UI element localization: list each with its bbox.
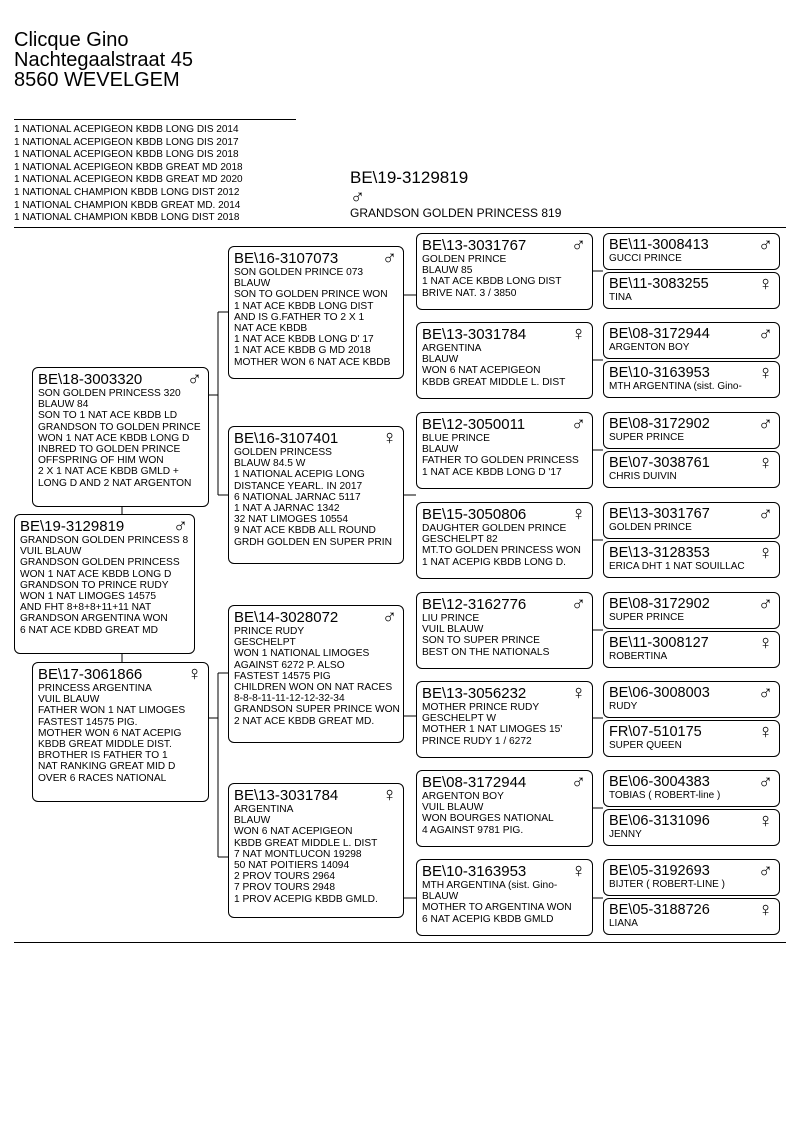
pigeon-detail: GRANDSON ARGENTINA WON xyxy=(20,613,168,625)
male-icon: ♂ xyxy=(758,234,773,256)
ring-number: BE\12-3050011 xyxy=(422,416,526,433)
pigeon-detail: FASTEST 14575 PIG. xyxy=(38,716,138,728)
ring-number: BE\10-3163953 xyxy=(609,365,710,381)
ancestor-card[interactable] xyxy=(603,720,780,757)
ring-number: BE\08-3172902 xyxy=(609,596,710,612)
pigeon-detail: 9 NAT ACE KBDB ALL ROUND xyxy=(234,525,376,537)
ring-number: BE\13-3031767 xyxy=(609,506,710,522)
ancestor-card[interactable] xyxy=(603,898,780,935)
pigeon-detail: AND IS G.FATHER TO 2 X 1 xyxy=(234,311,365,323)
main-pigeon-card[interactable] xyxy=(14,514,195,654)
pigeon-detail: AND FHT 8+8+8+11+11 NAT xyxy=(20,602,152,614)
great-grandparent-card[interactable] xyxy=(416,412,593,489)
ring-number: BE\06-3004383 xyxy=(609,774,710,790)
male-icon: ♂ xyxy=(350,186,365,208)
female-icon: ♀ xyxy=(571,860,586,882)
sire-sire-card[interactable] xyxy=(228,246,404,379)
ancestor-card[interactable] xyxy=(603,809,780,846)
pigeon-detail: 1 NATIONAL ACEPIG LONG xyxy=(234,469,365,481)
ancestor-card[interactable] xyxy=(603,859,780,896)
achievement-item: 1 NATIONAL ACEPIGEON KBDB LONG DIS 2017 xyxy=(14,136,239,148)
ancestor-card[interactable] xyxy=(603,770,780,807)
achievement-item: 1 NATIONAL ACEPIGEON KBDB GREAT MD 2020 xyxy=(14,174,243,186)
pigeon-detail: GRANDSON SUPER PRINCE WON xyxy=(234,704,400,716)
ring-number: BE\15-3050806 xyxy=(422,506,527,523)
pigeon-detail: NAT ACE KBDB xyxy=(234,323,308,335)
ancestor-card[interactable] xyxy=(603,233,780,270)
pigeon-detail: MOTHER 1 NAT LIMOGES 15' xyxy=(422,724,563,736)
pigeon-detail: PRINCE RUDY 1 / 6272 xyxy=(422,735,532,747)
owner-name: Clicque Gino xyxy=(14,29,129,51)
ring-number: BE\16-3107073 xyxy=(234,250,339,267)
pigeon-detail: MOTHER WON 6 NAT ACEPIG xyxy=(38,727,182,739)
ring-number: BE\16-3107401 xyxy=(234,430,339,447)
pigeon-detail: GRANDSON TO PRINCE RUDY xyxy=(20,579,169,591)
ancestor-card[interactable] xyxy=(603,451,780,488)
pigeon-detail: BLAUW xyxy=(234,815,271,827)
sire-card[interactable] xyxy=(32,367,209,507)
female-icon: ♀ xyxy=(758,273,773,295)
pigeon-detail: SON TO GOLDEN PRINCE WON xyxy=(234,289,388,301)
male-icon: ♂ xyxy=(758,771,773,793)
pigeon-detail: GOLDEN PRINCE xyxy=(422,254,507,265)
pigeon-detail: BEST ON THE NATIONALS xyxy=(422,646,550,658)
pigeon-detail: GOLDEN PRINCESS xyxy=(234,447,332,458)
pigeon-detail: VUIL BLAUW xyxy=(422,802,484,814)
owner-street: Nachtegaalstraat 45 xyxy=(14,49,194,71)
male-icon: ♂ xyxy=(571,771,586,793)
pigeon-detail: VUIL BLAUW xyxy=(38,694,100,706)
ring-number: BE\19-3129819 xyxy=(20,518,125,535)
pigeon-detail: LIU PRINCE xyxy=(422,613,480,624)
pigeon-detail: VUIL BLAUW xyxy=(20,546,82,558)
male-icon: ♂ xyxy=(173,515,188,537)
pigeon-name: RUDY xyxy=(609,701,638,712)
dam-dam-card[interactable] xyxy=(228,783,404,918)
pigeon-detail: WON 6 NAT ACEPIGEON xyxy=(234,826,353,838)
pigeon-detail: GESCHELPT xyxy=(234,637,296,649)
ring-number: BE\17-3061866 xyxy=(38,666,143,683)
pigeon-detail: FATHER WON 1 NAT LIMOGES xyxy=(38,705,186,717)
ancestor-card[interactable] xyxy=(603,502,780,539)
pigeon-detail: 7 PROV TOURS 2948 xyxy=(234,882,335,894)
pigeon-name: CHRIS DUIVIN xyxy=(609,471,677,482)
pigeon-detail: OFFSPRING OF HIM WON xyxy=(38,455,164,467)
pigeon-detail: BRIVE NAT. 3 / 3850 xyxy=(422,287,517,299)
great-grandparent-card[interactable] xyxy=(416,681,593,758)
pigeon-detail: GRANDSON GOLDEN PRINCESS 8 xyxy=(20,535,189,546)
pigeon-detail: DAUGHTER GOLDEN PRINCE xyxy=(422,523,567,534)
pigeon-name: MTH ARGENTINA (sist. Gino- xyxy=(609,381,742,392)
ring-number: BE\07-3038761 xyxy=(609,455,710,471)
pigeon-detail: MOTHER WON 6 NAT ACE KBDB xyxy=(234,356,391,368)
achievement-item: 1 NATIONAL ACEPIGEON KBDB LONG DIS 2018 xyxy=(14,149,239,161)
pigeon-detail: OVER 6 RACES NATIONAL xyxy=(38,772,167,784)
male-icon: ♂ xyxy=(382,606,397,628)
ring-number: BE\11-3008127 xyxy=(609,635,709,651)
great-grandparent-card[interactable] xyxy=(416,502,593,579)
pigeon-detail: BLAUW xyxy=(422,354,459,366)
pigeon-detail: GRANDSON GOLDEN PRINCESS xyxy=(20,557,180,569)
ancestor-card[interactable] xyxy=(603,361,780,398)
pigeon-detail: 1 NAT ACE KBDB LONG D '17 xyxy=(422,466,562,478)
female-icon: ♀ xyxy=(758,542,773,564)
male-icon: ♂ xyxy=(187,368,202,390)
pigeon-detail: 2 NAT ACE KBDB GREAT MD. xyxy=(234,715,375,727)
pigeon-detail: 2 PROV TOURS 2964 xyxy=(234,871,335,883)
pigeon-detail: 1 NAT ACE KBDB G MD 2018 xyxy=(234,345,371,357)
ring-number: BE\13-3056232 xyxy=(422,685,527,702)
ring-number: BE\12-3162776 xyxy=(422,596,527,613)
pigeon-detail: 7 NAT MONTLUCON 19298 xyxy=(234,848,362,860)
ancestor-card[interactable] xyxy=(603,412,780,449)
female-icon: ♀ xyxy=(571,682,586,704)
achievement-item: 1 NATIONAL CHAMPION KBDB LONG DIST 2012 xyxy=(14,186,240,198)
ring-number: BE\13-3128353 xyxy=(609,545,710,561)
great-grandparent-card[interactable] xyxy=(416,770,593,847)
pigeon-detail: MT.TO GOLDEN PRINCESS WON xyxy=(422,545,581,557)
pigeon-name: TOBIAS ( ROBERT-line ) xyxy=(609,790,721,801)
pigeon-detail: KBDB GREAT MIDDLE L. DIST xyxy=(234,837,378,849)
pigeon-detail: MOTHER PRINCE RUDY xyxy=(422,702,540,713)
ancestor-card[interactable] xyxy=(603,541,780,578)
dam-sire-card[interactable] xyxy=(228,605,404,743)
pigeon-detail: BLAUW xyxy=(422,891,459,903)
pigeon-name: SUPER PRINCE xyxy=(609,612,685,623)
pigeon-detail: 50 NAT POITIERS 14094 xyxy=(234,860,350,872)
pigeon-detail: PRINCESS ARGENTINA xyxy=(38,683,152,694)
pigeon-detail: 1 NAT ACEPIG KBDB LONG D. xyxy=(422,556,566,568)
female-icon: ♀ xyxy=(382,784,397,806)
ring-number: BE\08-3172902 xyxy=(609,416,710,432)
female-icon: ♀ xyxy=(382,427,397,449)
pigeon-name: GUCCI PRINCE xyxy=(609,253,682,264)
pigeon-detail: 8-8-8-11-11-12-12-32-34 xyxy=(234,693,345,705)
pigeon-detail: PRINCE RUDY xyxy=(234,626,305,637)
pigeon-detail: MOTHER TO ARGENTINA WON xyxy=(422,902,572,914)
dam-card[interactable] xyxy=(32,662,209,802)
ring-number: BE\14-3028072 xyxy=(234,609,339,626)
male-icon: ♂ xyxy=(382,247,397,269)
pigeon-detail: GESCHELPT 82 xyxy=(422,534,498,546)
pigeon-name: JENNY xyxy=(609,829,642,840)
male-icon: ♂ xyxy=(758,323,773,345)
pigeon-detail: SON TO SUPER PRINCE xyxy=(422,635,540,647)
ring-number: BE\18-3003320 xyxy=(38,371,143,388)
pigeon-detail: KBDB GREAT MIDDLE L. DIST xyxy=(422,376,566,388)
pigeon-detail: LONG D AND 2 NAT ARGENTON xyxy=(38,477,192,489)
pigeon-detail: 2 X 1 NAT ACE KBDB GMLD + xyxy=(38,466,179,478)
pigeon-detail: 1 NAT ACE KBDB LONG DIST xyxy=(422,276,562,288)
ancestor-card[interactable] xyxy=(603,681,780,718)
pigeon-name: SUPER PRINCE xyxy=(609,432,685,443)
pigeon-detail: 6 NAT ACEPIG KBDB GMLD xyxy=(422,913,554,925)
ring-number: BE\13-3031784 xyxy=(234,787,339,804)
pigeon-detail: WON 1 NAT ACE KBDB LONG D xyxy=(38,432,190,444)
pigeon-detail: VUIL BLAUW xyxy=(422,624,484,636)
pigeon-detail: 1 NAT A JARNAC 1342 xyxy=(234,503,340,515)
ring-number: BE\08-3172944 xyxy=(609,326,710,342)
female-icon: ♀ xyxy=(758,362,773,384)
pigeon-detail: 6 NAT ACE KDBD GREAT MD xyxy=(20,624,158,636)
male-icon: ♂ xyxy=(571,593,586,615)
sire-dam-card[interactable] xyxy=(228,426,404,564)
ring-number: BE\13-3031767 xyxy=(422,237,527,254)
pigeon-detail: WON 1 NATIONAL LIMOGES xyxy=(234,648,370,660)
ring-number: BE\13-3031784 xyxy=(422,326,527,343)
ancestor-card[interactable] xyxy=(603,631,780,668)
pigeon-detail: BLAUW xyxy=(422,444,459,456)
ancestor-card[interactable] xyxy=(603,592,780,629)
pigeon-detail: SON GOLDEN PRINCE 073 xyxy=(234,267,364,278)
pigeon-detail: BLUE PRINCE xyxy=(422,433,490,444)
female-icon: ♀ xyxy=(758,899,773,921)
ring-number: BE\11-3083255 xyxy=(609,276,709,292)
pigeon-detail: BLAUW 85 xyxy=(422,265,473,277)
pigeon-detail: KBDB GREAT MIDDLE DIST. xyxy=(38,739,172,751)
ancestor-card[interactable] xyxy=(603,322,780,359)
ring-number: BE\06-3131096 xyxy=(609,813,710,829)
pigeon-name: ARGENTON BOY xyxy=(609,342,690,353)
subject-name: GRANDSON GOLDEN PRINCESS 819 xyxy=(350,206,562,220)
pigeon-name: LIANA xyxy=(609,918,638,929)
pigeon-detail: BROTHER IS FATHER TO 1 xyxy=(38,750,168,762)
pigeon-detail: WON 1 NAT LIMOGES 14575 xyxy=(20,591,157,603)
male-icon: ♂ xyxy=(758,413,773,435)
ring-number: BE\05-3192693 xyxy=(609,863,710,879)
female-icon: ♀ xyxy=(758,632,773,654)
pigeon-detail: ARGENTINA xyxy=(234,804,294,815)
pigeon-detail: BLAUW 84.5 W xyxy=(234,458,306,470)
great-grandparent-card[interactable] xyxy=(416,859,593,936)
ring-number: BE\10-3163953 xyxy=(422,863,527,880)
achievement-item: 1 NATIONAL CHAMPION KBDB GREAT MD. 2014 xyxy=(14,199,241,211)
ring-number: BE\05-3188726 xyxy=(609,902,710,918)
achievement-item: 1 NATIONAL CHAMPION KBDB LONG DIST 2018 xyxy=(14,212,240,224)
male-icon: ♂ xyxy=(571,234,586,256)
pigeon-name: TINA xyxy=(609,292,632,303)
pigeon-detail: 32 NAT LIMOGES 10554 xyxy=(234,514,349,526)
ring-number: BE\06-3008003 xyxy=(609,685,710,701)
great-grandparent-card[interactable] xyxy=(416,233,593,310)
pigeon-name: ROBERTINA xyxy=(609,651,668,662)
pigeon-detail: 1 NAT ACE KBDB LONG D' 17 xyxy=(234,334,374,346)
ancestor-card[interactable] xyxy=(603,272,780,309)
pigeon-detail: SON GOLDEN PRINCESS 320 xyxy=(38,388,181,399)
pigeon-detail: BLAUW 84 xyxy=(38,399,89,411)
female-icon: ♀ xyxy=(758,452,773,474)
pigeon-detail: GESCHELPT W xyxy=(422,713,496,725)
pigeon-detail: CHILDREN WON ON NAT RACES xyxy=(234,682,393,694)
owner-city: 8560 WEVELGEM xyxy=(14,69,180,91)
pigeon-detail: GRANDSON TO GOLDEN PRINCE xyxy=(38,421,201,433)
achievement-item: 1 NATIONAL ACEPIGEON KBDB LONG DIS 2014 xyxy=(14,124,239,135)
pigeon-detail: 1 NAT ACE KBDB LONG DIST xyxy=(234,300,374,312)
male-icon: ♂ xyxy=(571,413,586,435)
pigeon-detail: AGAINST 6272 P. ALSO xyxy=(234,659,345,671)
pigeon-detail: 4 AGAINST 9781 PIG. xyxy=(422,824,524,836)
subject-ring: BE\19-3129819 xyxy=(350,168,469,187)
pigeon-detail: 1 PROV ACEPIG KBDB GMLD. xyxy=(234,893,378,905)
female-icon: ♀ xyxy=(758,810,773,832)
male-icon: ♂ xyxy=(758,860,773,882)
great-grandparent-card[interactable] xyxy=(416,322,593,399)
pigeon-detail: SON TO 1 NAT ACE KBDB LD xyxy=(38,410,178,422)
pigeon-detail: BLAUW xyxy=(234,278,271,290)
male-icon: ♂ xyxy=(758,682,773,704)
pigeon-detail: INBRED TO GOLDEN PRINCE xyxy=(38,444,181,456)
pigeon-detail: DISTANCE YEARL. IN 2017 xyxy=(234,480,363,492)
pigeon-detail: WON BOURGES NATIONAL xyxy=(422,813,554,825)
pigeon-name: SUPER QUEEN xyxy=(609,740,682,751)
pigeon-detail: FATHER TO GOLDEN PRINCESS xyxy=(422,455,579,467)
female-icon: ♀ xyxy=(571,503,586,525)
pigeon-detail: 6 NATIONAL JARNAC 5117 xyxy=(234,491,361,503)
great-grandparent-card[interactable] xyxy=(416,592,593,669)
pigeon-detail: NAT RANKING GREAT MID D xyxy=(38,761,176,773)
ring-number: BE\11-3008413 xyxy=(609,237,709,253)
pigeon-detail: ARGENTINA xyxy=(422,343,482,354)
male-icon: ♂ xyxy=(758,593,773,615)
pigeon-detail: FASTEST 14575 PIG xyxy=(234,670,331,682)
pigeon-detail: ARGENTON BOY xyxy=(422,791,504,802)
pigeon-name: ERICA DHT 1 NAT SOUILLAC xyxy=(609,561,745,572)
female-icon: ♀ xyxy=(571,323,586,345)
achievement-item: 1 NATIONAL ACEPIGEON KBDB GREAT MD 2018 xyxy=(14,161,243,173)
pigeon-detail: WON 1 NAT ACE KBDB LONG D xyxy=(20,568,172,580)
pigeon-name: BIJTER ( ROBERT-LINE ) xyxy=(609,879,725,890)
male-icon: ♂ xyxy=(758,503,773,525)
pigeon-detail: GRDH GOLDEN EN SUPER PRIN xyxy=(234,536,392,548)
pigeon-detail: WON 6 NAT ACEPIGEON xyxy=(422,365,541,377)
pigeon-name: GOLDEN PRINCE xyxy=(609,522,692,533)
female-icon: ♀ xyxy=(758,721,773,743)
ring-number: BE\08-3172944 xyxy=(422,774,527,791)
female-icon: ♀ xyxy=(187,663,202,685)
ring-number: FR\07-510175 xyxy=(609,724,702,740)
pigeon-detail: MTH ARGENTINA (sist. Gino- xyxy=(422,880,558,891)
